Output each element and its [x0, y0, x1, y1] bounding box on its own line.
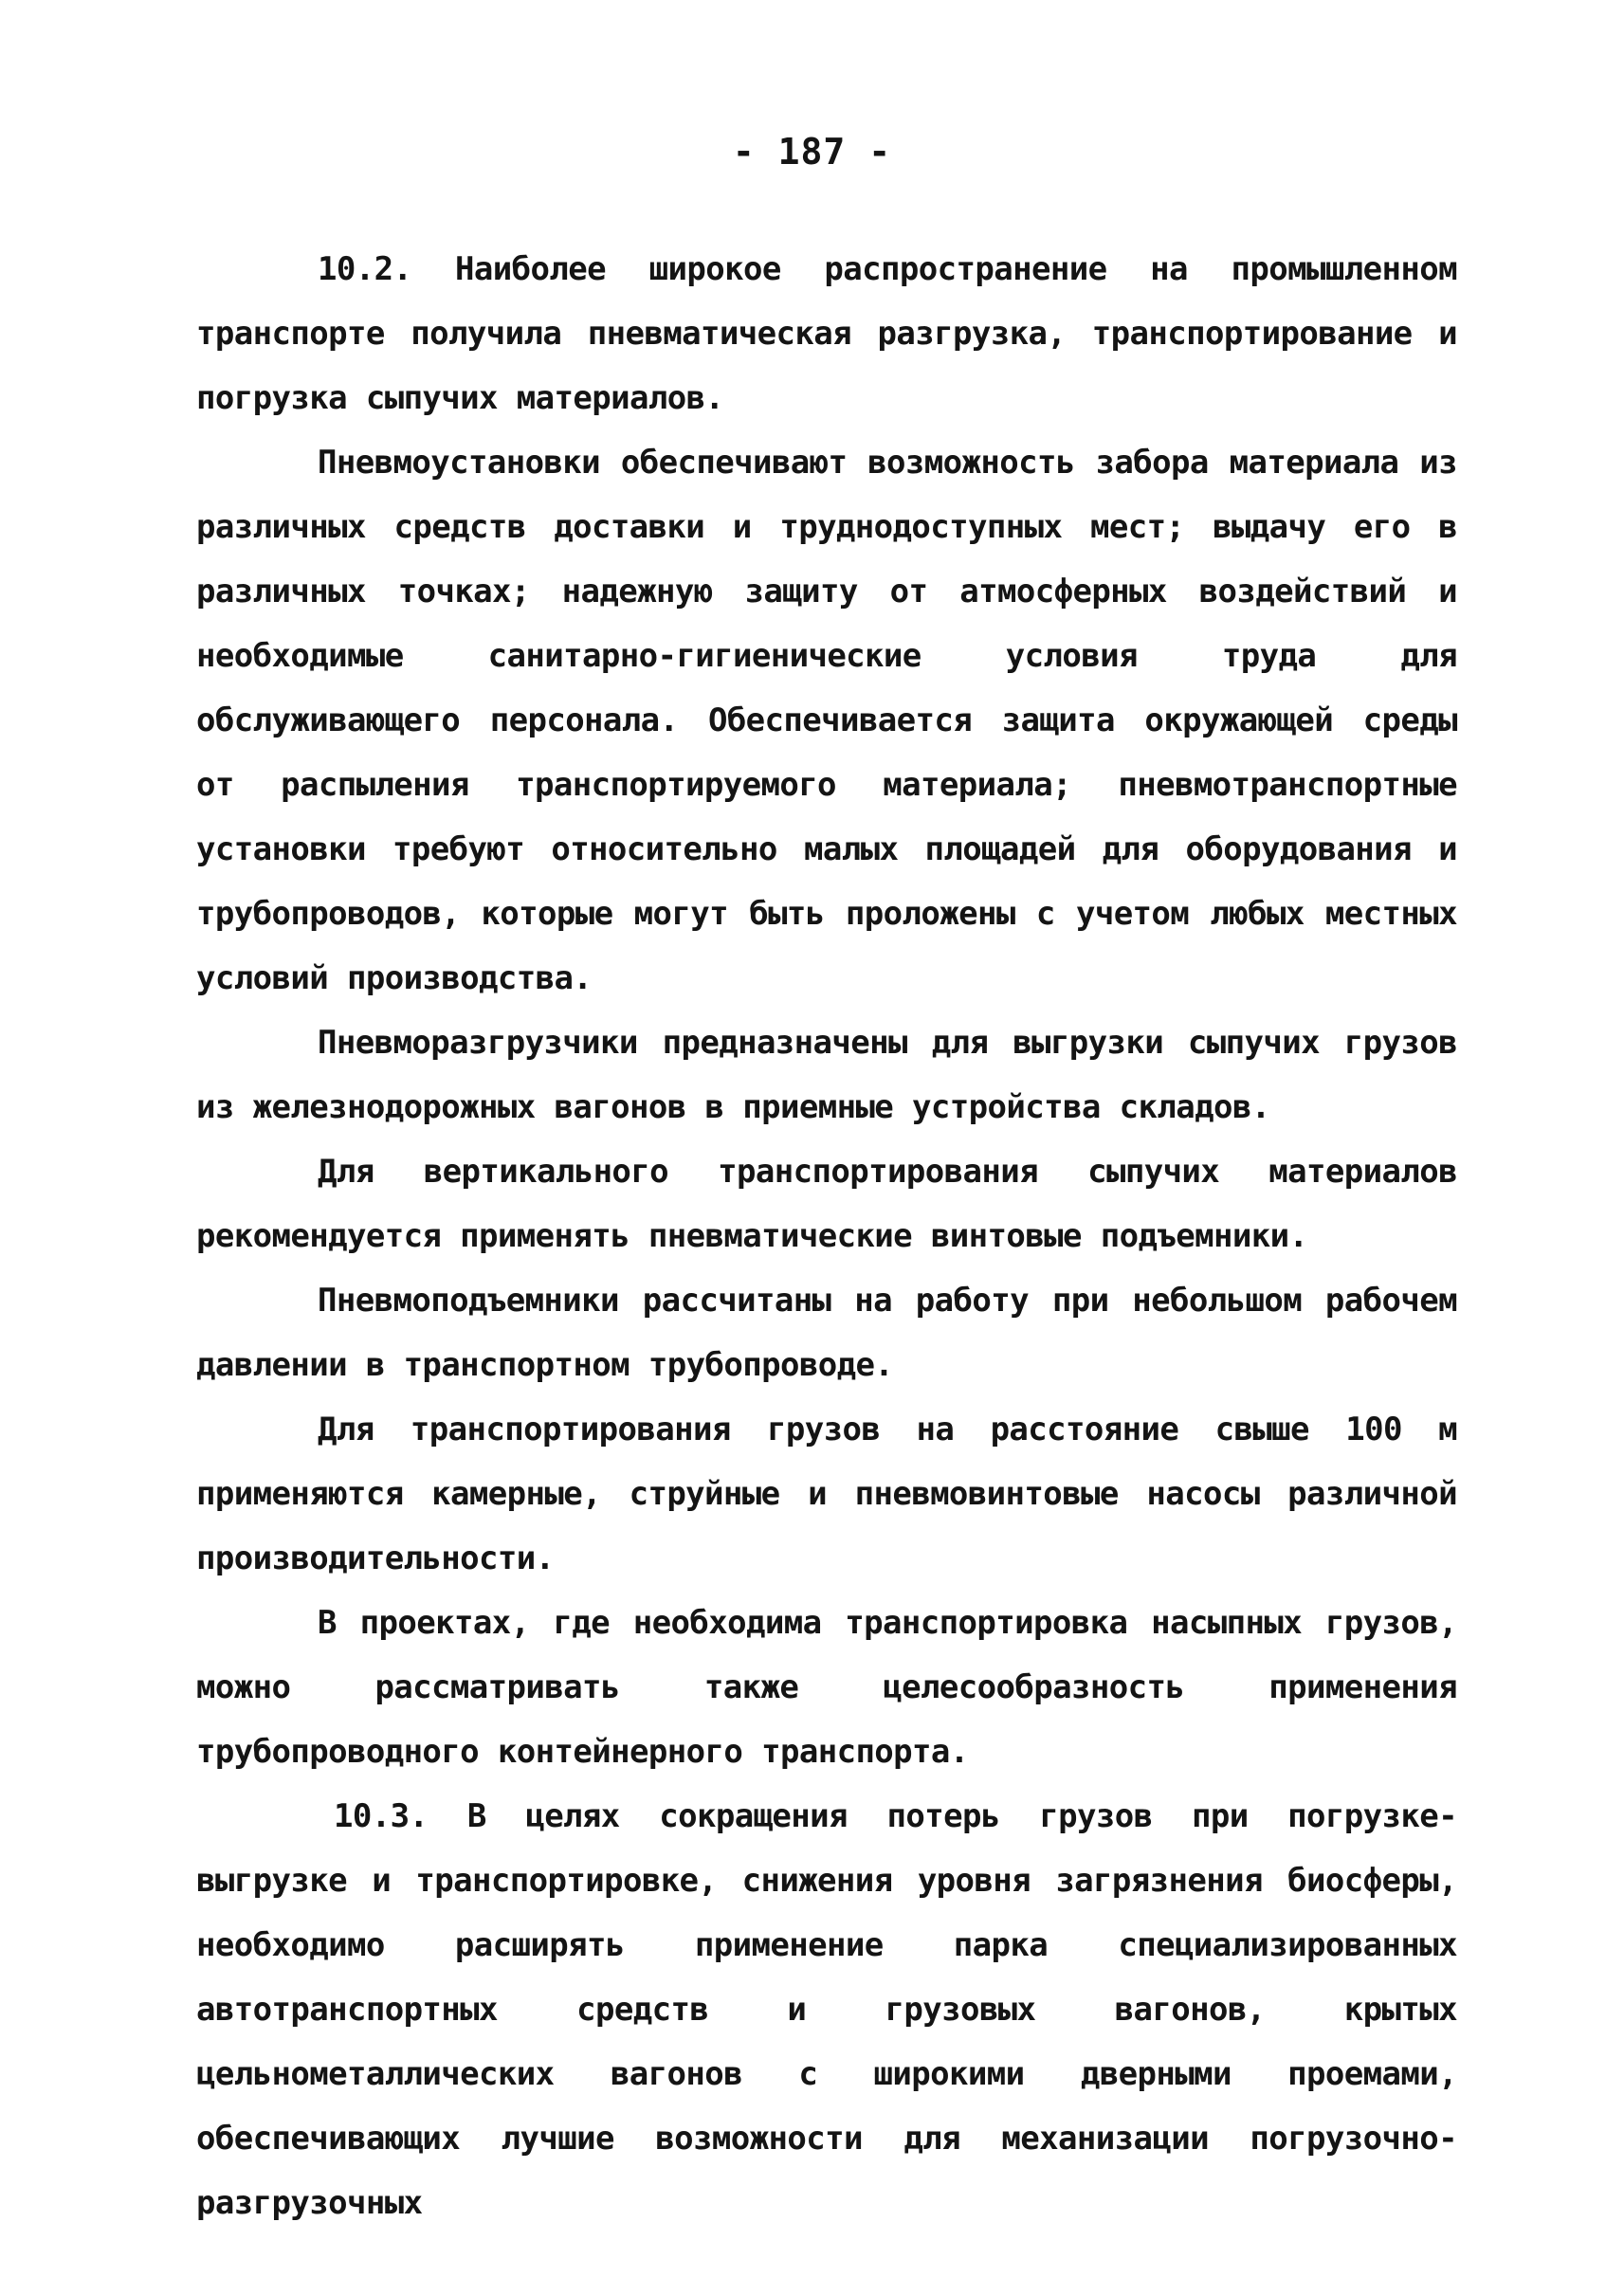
page-number: - 187 -: [732, 131, 892, 173]
paragraph-pipeline-container-transport: В проектах, где необходима транспортировка насыпных грузов, можно рассматривать также целесообразность применения трубопроводного контейнерного транспорта.: [196, 1604, 1457, 1771]
paragraph-pneumatic-installations: Пневмоустановки обеспечивают возможность забора материала из различных средств доставки и труднодоступных мест; выдачу его в различных точках; надежную защиту от атмосферных воздействий и необходимые санитарно-гигиенические условия труда для обслуживающего персонала. Обеспечивается защита окружающей среды от распыления транспортируемого материала; пневмотранспортные установки требуют относительно малых площадей для оборудования и трубопроводов, которые могут быть проложены с учетом любых местных условий производства.: [196, 444, 1457, 997]
paragraph-pneumatic-unloaders: Пневморазгрузчики предназначены для выгрузки сыпучих грузов из железнодорожных вагонов в приемные устройства складов.: [196, 1024, 1457, 1126]
body-text: [196, 237, 1457, 2235]
paragraph-vertical-transport: Для вертикального транспортирования сыпучих материалов рекомендуется применять пневматические винтовые подъемники.: [196, 1153, 1457, 1255]
paragraph-10-3: 10.3. В целях сокращения потерь грузов при погрузке-выгрузке и транспортировке, снижения уровня загрязнения биосферы, необходимо расширять применение парка специализированных автотранспортных средств и грузовых вагонов, крытых цельнометаллических вагонов с широкими дверными проемами, обеспечивающих лучшие возможности для механизации погрузочно-разгрузочных: [196, 1797, 1457, 2222]
paragraph-10-2: 10.2. Наиболее широкое распространение на промышленном транспорте получила пневматическая разгрузка, транспортирование и погрузка сыпучих материалов.: [196, 250, 1457, 417]
paragraph-pneumatic-lifts: Пневмоподъемники рассчитаны на работу при небольшом рабочем давлении в транспортном трубопроводе.: [196, 1282, 1457, 1384]
paragraph-long-distance-pumps: Для транспортирования грузов на расстояние свыше 100 м применяются камерные, струйные и пневмовинтовые насосы различной производительности.: [196, 1411, 1457, 1577]
